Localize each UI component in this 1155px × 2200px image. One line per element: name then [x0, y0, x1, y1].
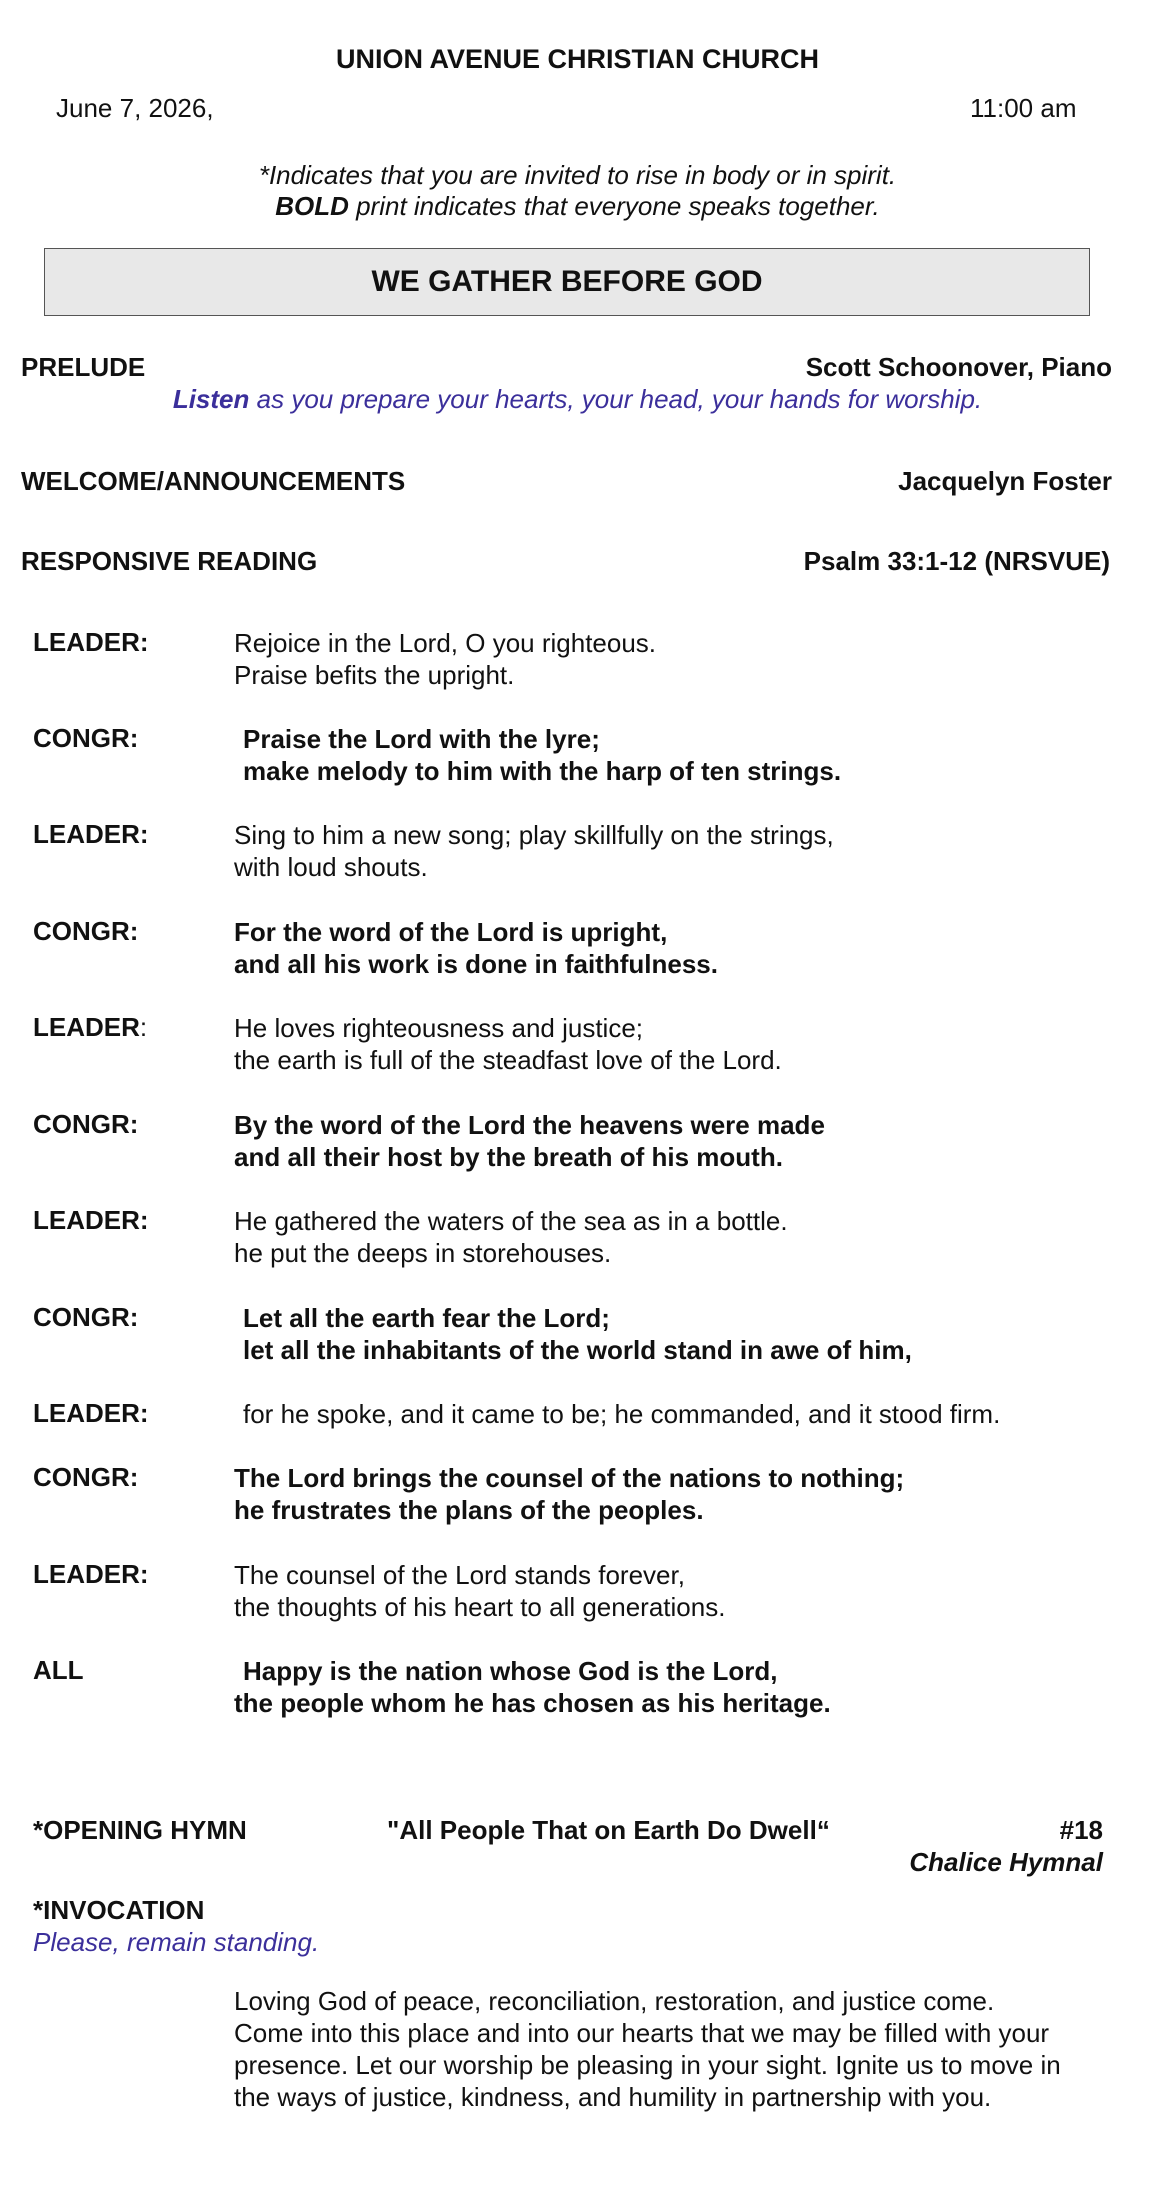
reading-text — [234, 1655, 831, 1719]
listen-rest: as you prepare your hearts, your head, your hands for worship. — [249, 384, 983, 414]
invocation-prayer — [234, 1985, 1134, 2113]
prelude-performer: Scott Schoonover, Piano — [805, 352, 1112, 382]
reading-role: LEADER: — [33, 1205, 149, 1235]
reading-line: Sing to him a new song; play skillfully on the strings, — [234, 820, 834, 850]
reading-text — [234, 1462, 904, 1526]
reading-line: Praise befits the upright. — [234, 660, 515, 690]
reading-row — [0, 1205, 1155, 1269]
reading-text — [234, 723, 841, 787]
reading-line: He gathered the waters of the sea as in a bottle. — [234, 1206, 788, 1236]
reading-role — [33, 1012, 147, 1043]
church-name: UNION AVENUE CHRISTIAN CHURCH — [335, 44, 819, 74]
reading-line: the earth is full of the steadfast love of the Lord. — [234, 1045, 782, 1075]
reading-role: CONGR: — [33, 916, 139, 946]
welcome-label: WELCOME/ANNOUNCEMENTS — [21, 466, 406, 496]
reading-line: Let all the earth fear the Lord; — [243, 1303, 610, 1333]
prayer-line: Loving God of peace, reconciliation, restoration, and justice come. — [234, 1986, 995, 2016]
reading-line: and all their host by the breath of his mouth. — [234, 1142, 783, 1172]
reading-line: The Lord brings the counsel of the nations to nothing; — [234, 1463, 905, 1493]
reading-row — [0, 819, 1155, 883]
reading-row — [0, 723, 1155, 787]
prayer-line: Come into this place and into our hearts that we may be filled with your — [234, 2018, 1050, 2048]
reading-text — [234, 1302, 912, 1366]
hymn-number: #18 — [1059, 1815, 1103, 1845]
reading-text — [234, 1205, 788, 1269]
reading-line: For the word of the Lord is upright, — [234, 917, 668, 947]
reading-role-name: LEADER — [33, 1012, 140, 1042]
reading-row — [0, 1398, 1155, 1462]
reading-text — [234, 916, 718, 980]
reading-text — [234, 1012, 782, 1076]
reading-role: CONGR: — [33, 1302, 139, 1332]
reading-line: He loves righteousness and justice; — [234, 1013, 644, 1043]
reading-row — [0, 1462, 1155, 1526]
reading-line: Rejoice in the Lord, O you righteous. — [234, 628, 657, 658]
reading-line: make melody to him with the harp of ten strings. — [243, 756, 842, 786]
reading-row — [0, 627, 1155, 691]
reading-line: Happy is the nation whose God is the Lord, — [243, 1656, 778, 1686]
reading-text — [234, 819, 834, 883]
prelude-label: PRELUDE — [21, 352, 146, 382]
reading-role-colon: : — [139, 1012, 148, 1042]
invocation-label: *INVOCATION — [33, 1895, 205, 1925]
reading-line: for he spoke, and it came to be; he commanded, and it stood firm. — [243, 1399, 1001, 1429]
reading-line: and all his work is done in faithfulness. — [234, 949, 718, 979]
hymn-label: *OPENING HYMN — [33, 1815, 247, 1845]
invocation-instruction: Please, remain standing. — [33, 1927, 320, 1957]
reading-line: he frustrates the plans of the peoples. — [234, 1495, 704, 1525]
reading-role: LEADER: — [33, 819, 149, 849]
reading-label: RESPONSIVE READING — [21, 546, 318, 576]
section-title: WE GATHER BEFORE GOD — [371, 265, 763, 298]
welcome-leader: Jacquelyn Foster — [898, 466, 1112, 496]
reading-text — [234, 1109, 825, 1173]
reading-text — [234, 1559, 725, 1623]
reading-role: LEADER: — [33, 627, 149, 657]
reading-role: LEADER: — [33, 1398, 149, 1428]
hymn-title: "All People That on Earth Do Dwell“ — [387, 1815, 830, 1845]
reading-line: with loud shouts. — [234, 852, 428, 882]
reading-line: By the word of the Lord the heavens were made — [234, 1110, 825, 1140]
prayer-line: presence. Let our worship be pleasing in your sight. Ignite us to move in — [234, 2050, 1061, 2080]
section-header-box — [44, 248, 1090, 316]
bold-note-keyword: BOLD — [275, 191, 349, 221]
reading-line: let all the inhabitants of the world stand in awe of him, — [243, 1335, 912, 1365]
reading-row — [0, 916, 1155, 980]
reading-role: CONGR: — [33, 1462, 139, 1492]
reading-text — [234, 627, 656, 691]
reading-line: Praise the Lord with the lyre; — [243, 724, 600, 754]
bold-note — [0, 191, 1155, 222]
bold-note-rest: print indicates that everyone speaks together. — [348, 191, 880, 221]
reading-role: ALL — [33, 1655, 84, 1685]
listen-word: Listen — [172, 384, 250, 414]
reading-line: the thoughts of his heart to all generations. — [234, 1592, 726, 1622]
reading-text — [234, 1398, 1000, 1430]
reading-line: the people whom he has chosen as his heritage. — [234, 1688, 831, 1718]
reading-citation: Psalm 33:1-12 (NRSVUE) — [803, 546, 1110, 576]
rise-note: *Indicates that you are invited to rise in body or in spirit. — [258, 160, 897, 190]
service-date: June 7, 2026, — [56, 93, 214, 123]
reading-line: he put the deeps in storehouses. — [234, 1238, 612, 1268]
service-time: 11:00 am — [970, 93, 1077, 123]
reading-role: CONGR: — [33, 723, 139, 753]
prelude-instruction — [0, 384, 1155, 415]
reading-row — [0, 1302, 1155, 1366]
reading-row — [0, 1109, 1155, 1173]
reading-role: LEADER: — [33, 1559, 149, 1589]
hymnal-name: Chalice Hymnal — [909, 1847, 1103, 1877]
reading-row — [0, 1012, 1155, 1076]
reading-role: CONGR: — [33, 1109, 139, 1139]
reading-row — [0, 1559, 1155, 1623]
reading-row — [0, 1655, 1155, 1719]
prayer-line: the ways of justice, kindness, and humility in partnership with you. — [234, 2082, 992, 2112]
reading-line: The counsel of the Lord stands forever, — [234, 1560, 685, 1590]
